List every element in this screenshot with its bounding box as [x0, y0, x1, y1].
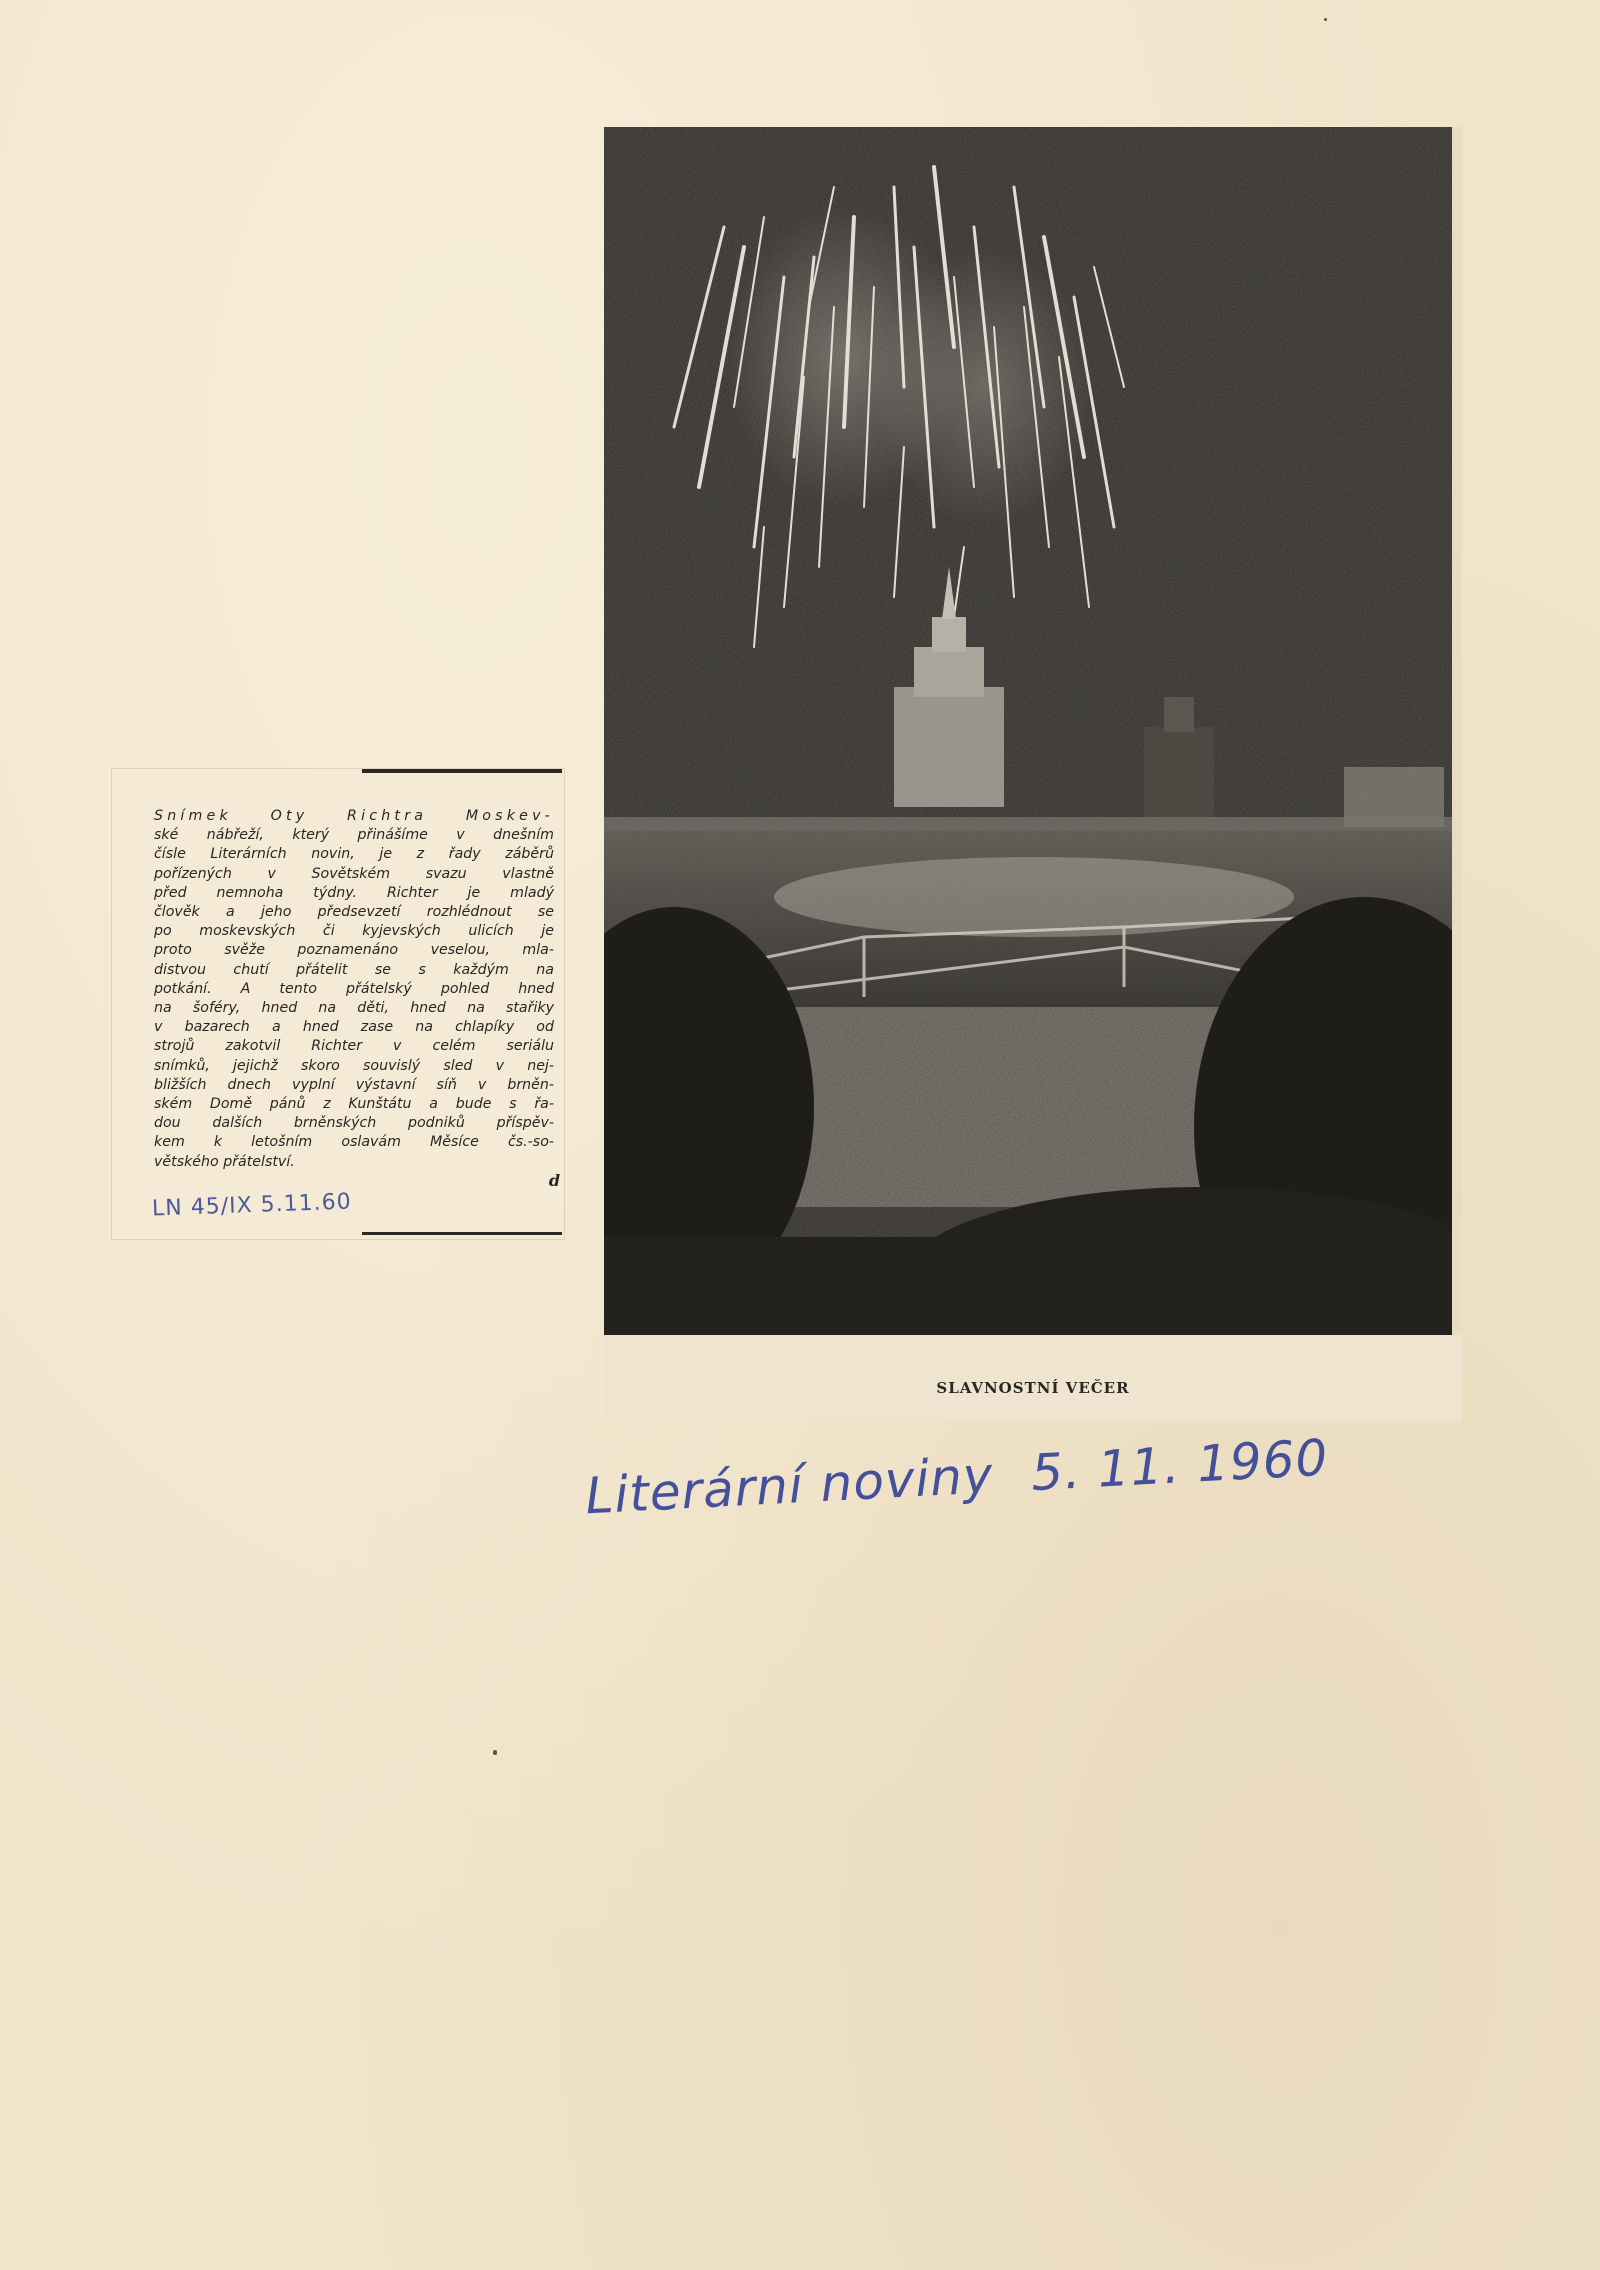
article-line: bližších dnech vyplní výstavní síň v brněn- [154, 1076, 554, 1093]
article-line: strojů zakotvil Richter v celém seriálu [154, 1038, 554, 1055]
article-line: dou dalších brněnských podniků příspěv- [154, 1115, 554, 1132]
article-line: proto svěže poznamenáno veselou, mla- [154, 942, 554, 959]
article-line: před nemnoha týdny. Richter je mladý [154, 884, 554, 901]
night-scene-illustration [604, 127, 1452, 1335]
photo-clipping [604, 127, 1462, 1421]
article-line: na šoféry, hned na děti, hned na stařiky [154, 1000, 554, 1017]
article-line: snímků, jejichž skoro souvislý sled v nej- [154, 1057, 554, 1074]
article-line: po moskevských či kyjevských ulicích je [154, 923, 554, 940]
article-line: kem k letošním oslavám Měsíce čs.-so- [154, 1134, 554, 1151]
photo-caption: SLAVNOSTNÍ VEČER [936, 1379, 1130, 1397]
article-line: větského přátelství. [154, 1153, 295, 1170]
article-line: potkání. A tento přátelský pohled hned [154, 980, 554, 997]
divider-rule [362, 1232, 562, 1235]
source-title: Literární noviny [583, 1446, 995, 1526]
caption-strip [604, 1335, 1462, 1421]
author-signature: d [548, 1171, 560, 1190]
fireworks-photo [604, 127, 1452, 1335]
handwritten-reference: LN 45/IX 5.11.60 [151, 1189, 353, 1222]
article-line: člověk a jeho předsevzetí rozhlédnout se [154, 904, 554, 921]
article-line: čísle Literárních novin, je z řady záběrů [154, 846, 554, 863]
paper-speck [1324, 18, 1327, 21]
divider-rule [362, 769, 562, 773]
article-line: distvou chutí přátelit se s každým na [154, 961, 554, 978]
handwritten-source [584, 1429, 1330, 1526]
paper-speck [493, 1750, 497, 1755]
article-line: v bazarech a hned zase na chlapíky od [154, 1019, 554, 1036]
article-line: Snímek Oty Richtra Moskev- [154, 808, 554, 824]
source-date: 5. 11. 1960 [1029, 1428, 1330, 1503]
article-clipping [112, 769, 564, 1239]
article-line: ské nábřeží, který přinášíme v dnešním [154, 827, 554, 844]
article-text [154, 807, 554, 1172]
article-line: ském Domě pánů z Kunštátu a bude s řa- [154, 1096, 554, 1113]
article-line: pořízených v Sovětském svazu vlastně [154, 865, 554, 882]
